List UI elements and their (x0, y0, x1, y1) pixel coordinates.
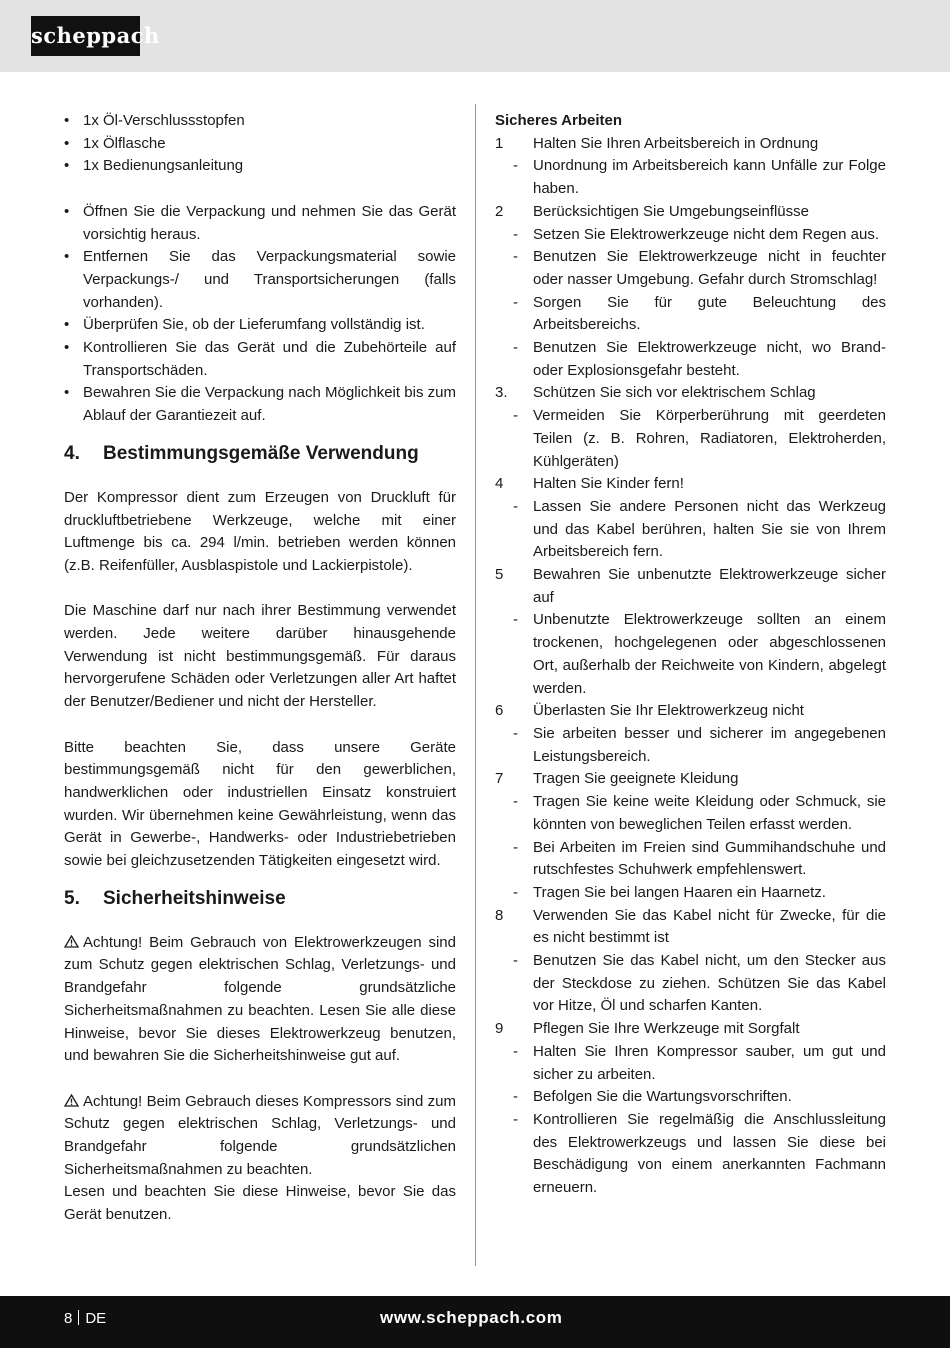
paragraph: Bitte beachten Sie, dass unsere Geräte bestimmungsgemäß nicht für den gewerblichen, handwerklichen oder industriellen Einsatz konstruiert wurden. Wir übernehmen keine Gewährleistung, wenn das Gerät in Gewerbe-, Handwerks- oder Industriebetrieben sowie bei gleichzusetzenden Tätigkeiten eingesetzt wird. (64, 738, 456, 870)
warning-text: Achtung! Beim Gebrauch von Elektrowerkzeugen sind zum Schutz gegen elektrischen Schlag, Verletzungs- und Brandgefahr folgende grundsätzliche Sicherheitsmaßnahmen zu beachten. Lesen Sie alle diese Hinweise, bevor Sie dieses Elektrowerkzeug benutzen, und bewahren Sie die Sicherheitshinweise gut auf. (64, 933, 456, 1065)
numbered-item: 1 Halten Sie Ihren Arbeitsbereich in Ordnung (495, 134, 819, 152)
dash-item: - Kontrollieren Sie regelmäßig die Anschlussleitung des Elektrowerkzeugs und lassen Sie diese bei Beschädigung von einem anerkannten Fachmann erneuern. (513, 1110, 886, 1197)
dash-item: - Unordnung im Arbeitsbereich kann Unfälle zur Folge haben. (513, 157, 886, 198)
left-column (64, 110, 456, 1227)
numbered-item: 9 Pflegen Sie Ihre Werkzeuge mit Sorgfalt (495, 1020, 800, 1038)
list-item: • 1x Ölflasche (64, 133, 456, 156)
section-number: 5. (64, 887, 80, 909)
numbered-item: 6 Überlasten Sie Ihr Elektrowerkzeug nicht (495, 702, 804, 720)
dash-item: - Sie arbeiten besser und sicherer im angegebenen Leistungsbereich. (513, 724, 886, 765)
page-header (0, 0, 950, 72)
paragraph: Die Maschine darf nur nach ihrer Bestimmung verwendet werden. Jede weitere darüber hinausgehende Verwendung ist nicht bestimmungsgemäß. Für daraus hervorgerufene Schäden oder Verletzungen aller Art haftet der Benutzer/Bediener und nicht der Hersteller. (64, 602, 456, 711)
dash-item: - Unbenutzte Elektrowerkzeuge sollten an einem trockenen, hochgelegenen oder abgeschlossenen Ort, außerhalb der Reichweite von Kindern, abgelegt werden. (513, 611, 886, 697)
numbered-item: 4 Halten Sie Kinder fern! (495, 475, 684, 493)
list-item: • Überprüfen Sie, ob der Lieferumfang vollständig ist. (64, 314, 456, 337)
numbered-item: 7 Tragen Sie geeignete Kleidung (495, 770, 739, 788)
warning-icon (64, 935, 79, 948)
dash-item: - Benutzen Sie Elektrowerkzeuge nicht, wo Brand- oder Explosionsgefahr besteht. (513, 339, 886, 379)
page-number: 8 DE (64, 1310, 107, 1327)
dash-item: - Tragen Sie bei langen Haaren ein Haarnetz. (513, 883, 826, 901)
numbered-item: 3. Schützen Sie sich vor elektrischem Schlag (495, 384, 816, 402)
section-heading-4 (64, 442, 456, 466)
section-title: Sicherheitshinweise (103, 887, 286, 909)
column-divider (475, 104, 476, 1266)
dash-item: - Bei Arbeiten im Freien sind Gummihandschuhe und rutschfestes Schuhwerk empfehlenswert. (513, 838, 886, 879)
section-heading-5 (64, 887, 456, 911)
right-column (495, 110, 886, 1200)
dash-item: - Tragen Sie keine weite Kleidung oder Schmuck, sie könnten von beweglichen Teilen erfasst werden. (513, 793, 886, 833)
numbered-item: 8 Verwenden Sie das Kabel nicht für Zwecke, für die es nicht bestimmt ist (495, 906, 886, 947)
section-number: 4. (64, 442, 80, 464)
dash-item: - Setzen Sie Elektrowerkzeuge nicht dem Regen aus. (513, 225, 880, 243)
list-item: • Entfernen Sie das Verpackungsmaterial sowie Verpackungs-/ und Transportsicherungen (falls vorhanden). (64, 246, 456, 314)
numbered-item: 2 Berücksichtigen Sie Umgebungseinflüsse (495, 202, 809, 220)
dash-item: - Vermeiden Sie Körperberührung mit geerdeten Teilen (z. B. Rohren, Radiatoren, Elektroherden, Kühlgeräten) (513, 407, 886, 470)
subsection-heading: Sicheres Arbeiten (495, 112, 622, 129)
scheppach-logo: scheppach (31, 16, 140, 56)
warning-icon (64, 1094, 79, 1107)
warning-text: Achtung! Beim Gebrauch dieses Kompressors sind zum Schutz gegen elektrischen Schlag, Verletzungs- und Brandgefahr folgende grundsätzlichen Sicherheitsmaßnahmen zu beachten. (64, 1092, 456, 1178)
dash-item: - Halten Sie Ihren Kompressor sauber, um gut und sicher zu arbeiten. (513, 1042, 886, 1083)
website-url: www.scheppach.com (380, 1308, 563, 1327)
list-item: • Öffnen Sie die Verpackung und nehmen Sie das Gerät vorsichtig heraus. (64, 201, 456, 246)
warning-paragraph (64, 932, 456, 1068)
list-item: • 1x Bedienungsanleitung (64, 155, 456, 178)
warning-paragraph (64, 1091, 456, 1182)
list-item: • Kontrollieren Sie das Gerät und die Zubehörteile auf Transportschäden. (64, 337, 456, 382)
list-item: • Bewahren Sie die Verpackung nach Möglichkeit bis zum Ablauf der Garantiezeit auf. (64, 382, 456, 427)
paragraph: Lesen und beachten Sie diese Hinweise, bevor Sie das Gerät benutzen. (64, 1183, 456, 1224)
dash-item: - Benutzen Sie das Kabel nicht, um den Stecker aus der Steckdose zu ziehen. Schützen Sie das Kabel vor Hitze, Öl und scharfen Kanten. (513, 952, 886, 1015)
paragraph: Der Kompressor dient zum Erzeugen von Druckluft für druckluftbetriebene Werkzeuge, welche mit einer Luftmenge bis ca. 294 l/min. betrieben werden können (z.B. Reifenfüller, Ausblaspistole und Lackierpistole). (64, 488, 456, 574)
dash-item: - Befolgen Sie die Wartungsvorschriften. (513, 1088, 792, 1106)
section-title: Bestimmungsgemäße Verwendung (103, 442, 419, 464)
dash-item: - Lassen Sie andere Personen nicht das Werkzeug und das Kabel berühren, halten Sie sie von Ihrem Arbeitsbereich fern. (513, 497, 886, 561)
numbered-item: 5 Bewahren Sie unbenutzte Elektrowerkzeuge sicher auf (495, 566, 886, 606)
page-footer (0, 1296, 950, 1348)
dash-item: - Sorgen Sie für gute Beleuchtung des Arbeitsbereichs. (513, 293, 886, 334)
list-item: • 1x Öl-Verschlussstopfen (64, 110, 456, 133)
dash-item: - Benutzen Sie Elektrowerkzeuge nicht in feuchter oder nasser Umgebung. Gefahr durch Stromschlag! (513, 248, 886, 288)
